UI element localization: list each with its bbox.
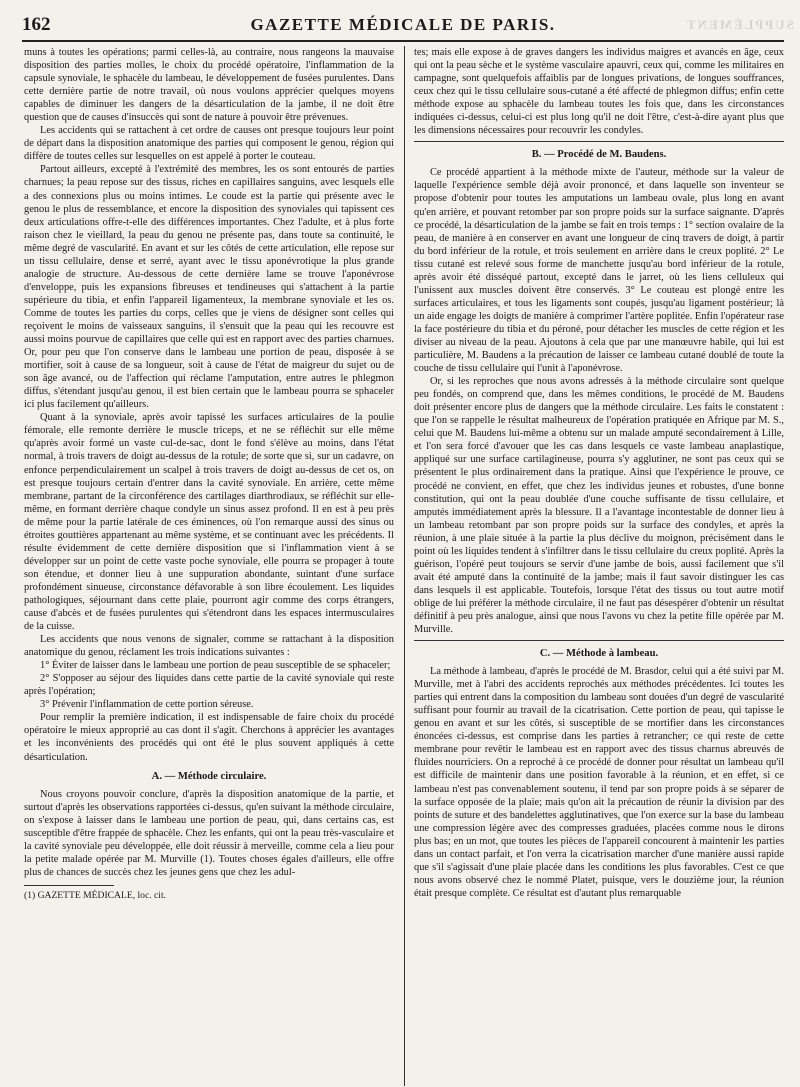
footnote: (1) GAZETTE MÉDICALE, loc. cit. [24, 889, 167, 901]
paragraph: Quant à la synoviale, après avoir tapissé les surfaces articulaires de la poulie fémorale, elle remonte derrière le muscle triceps, et ne se réfléchit sur elle même qu'après avoir formé un vaste cul-de-sac, dont le fond s'élève au moins, dans l'état normal, à trois travers de doigt au-dessus de la rotule; de sorte que si, sur un cadavre, on enfonce perpendiculairement un scalpel à trois travers de doigt au-dessus de cet os, on est presque toujours certain d'entrer dans la cavité synoviale. En arrière, cette même membrane, partant de la circonférence des cartilages diarthrodiaux, se réfléchit sur elle-même, en formant derrière chaque condyle un sinus assez profond. Il en est à peu près de même pour la partie latérale de ces éminences, où l'on remarque aussi des sinus ou étroites gouttières appartenant au même système, et se continuant avec les précédents. Il résulte évidemment de cette dernière disposition que si l'inflammation vient à se développer sur un point de cette vaste poche synoviale, elle pourra se propager à toute son étendue, et donner lieu à une suppuration abondante, suintant d'une surface profondément sinueuse, circonstance défavorable à son libre écoulement. Les liquides pathologiques, séjournant dans cette plaie, pourront agir comme des corps étrangers, cause d'abcès et de fusées purulentes qui s'étendront dans les espaces intermusculaires de la cuisse. [24, 412, 394, 633]
paragraph: Pour remplir la première indication, il est indispensable de faire choix du procédé opératoire le mieux approprié au cas dont il s'agit. Cherchons à apprécier les avantages et les inconvénients des procédés qui ont été le plus souvent appliqués à cette désarticulation. [24, 712, 394, 763]
paragraph: 3° Prévenir l'inflammation de cette portion séreuse. [40, 699, 254, 711]
paragraph: tes; mais elle expose à de graves dangers les individus maigres et avancés en âge, ceux qui ont la peau sèche et le système vasculaire apauvri, ceux qui, comme les militaires en campagne, sont quelquefois affaiblis par de longues privations, de longues souffrances, ceux chez qui le tissu cellulaire sous-cutané a été affecté de phlegmon diffus; enfin cette méthode expose au sphacèle du lambeau toutes les fois que, dans les circonstances indiquées ci-dessus, celui-ci est plus long qu'il ne doit l'être, c'est-à-dire ayant plus que les dimensions nécessaires pour recouvrir les condyles. [414, 47, 784, 137]
section-heading: A. — Méthode circulaire. [151, 770, 267, 782]
paragraph: La méthode à lambeau, d'après le procédé de M. Brasdor, celui qui a été suivi par M. Murville, met à l'abri des accidents reprochés aux méthodes précédentes. Ici toutes les parties qui entrent dans la composition du lambeau sont douées d'un degré de vascularité suffisant pour fournir au travail de la cicatrisation. Cette portion de peau, qui tapisse le genou en avant et sur les côtés, si susceptible de se mortifier dans les circonstances énoncées ci-dessus, est comprise dans les parties à retrancher; ce qui reste de cette membrane pour revêtir le lambeau est en rapport avec des tissus charnus abreuvés de fluides nourriciers. On a reproché à ce procédé de donner pour résultat un lambeau qu'il est difficile de maintenir dans une position favorable à la réunion, et en effet, si ce lambeau n'est pas convenablement soutenu, il tend par son propre poids à se séparer de la surface opposée de la plaie; mais qu'on ait la précaution de réunir la division par des points de suture et des bandelettes agglutinatives, que l'on exerce sur la base du lambeau une compression légère avec des compresses graduées, placées comme nous le dirons plus bas; en un mot, que toutes les pièces de l'appareil concourent à maintenir les parties dans un contact parfait, et l'on verra la cicatrisation marcher d'une manière aussi rapide que s'il s'agissait d'une plaie placée dans les conditions les plus favorables. C'est ce que nous avons observé chez le nommé Platet, puisque, vers le douzième jour, la réunion était presque complète. Ce résultat est d'autant plus remarquable [414, 666, 784, 899]
journal-title: GAZETTE MÉDICALE DE PARIS. [250, 15, 556, 34]
paragraph: Ce procédé appartient à la méthode mixte de l'auteur, méthode sur la valeur de laquelle l'expérience semble déjà avoir prononcé, et dans laquelle son inventeur se propose d'obtenir pour toutes les amputations un lambeau ovale, plus long en avant qu'en arrière, et pouvant retomber par son propre poids sur la surface saignante. D'après ce procédé, la désarticulation de la jambe se fait en trois temps : 1° section ovalaire de la peau, de manière à en conserver en avant une longueur de cinq travers de doigt, à partir du bord inférieur de la rotule, et trois seulement en arrière dans le creux poplité. 2° Le tissu cutané est relevé sous forme de manchette jusqu'au bord inférieur de la rotule, après avoir été disséqué partout, excepté dans le jarret, où les liens celluleux qui l'unissent aux muscles doivent être conservés. 3° Le couteau est plongé entre les surfaces articulaires, et tous les ligaments sont coupés, jusqu'au ligament postérieur; là un aide engage les doigts de manière à comprimer l'artère poplitée. Enfin l'opérateur rase la face postérieure du tibia et du péroné, pour détacher les muscles de cette région et les diviser au niveau de la peau. Ajoutons à cela que par une manœuvre habile, qui lui est particulière, M. Baudens a la précaution de laisser ce lambeau cutané doublé de toute la couche de tissu cellulaire qui l'unit à l'aponévrose. [414, 167, 784, 375]
paragraph: Partout ailleurs, excepté à l'extrémité des membres, les os sont entourés de parties charnues; la peau repose sur des tissus, riches en capillaires sanguins, avec lesquels elle a des connexions plus ou moins intimes. Le coude est la partie qui présente avec le genou le plus de ressemblance, et encore la disposition des synoviales qui tapissent ces deux articulations offre-t-elle des différences importantes. Chez l'adulte, et à plus forte raison chez le vieillard, la peau du genou ne présente pas, dans toute sa continuité, le même degré de vascularité. En avant et sur les côtés de cette articulation, elle repose sur un tissu cellulaire, dense et serré, ayant avec le tissu aponévrotique la plus grande analogie de structure. Au-dessous de cette dernière lame se trouve l'aponévrose d'enveloppe, puis les expansions fibreuses et tendineuses qui s'attachent à la partie supérieure du tibia, et enfin l'appareil ligamenteux, la membrane synoviale et les os. Comme de toutes les parties du corps, celles que je viens de désigner sont celles qui reçoivent le moins de vaisseaux sanguins, il s'ensuit que la peau qui les recouvre est aussi moins pourvue de capillaires que celle qui est en rapport avec des parties charnues. Or, pour peu que l'on conserve dans le lambeau une portion de peau, disposée à se mortifier, soit à cause de sa longueur, soit à cause de l'état de maigreur du sujet ou de son âge avancé, ou de l'affection qui réclame l'amputation, entre autres le phlegmon diffus, s'étendant jusqu'au genou, il est bien certain que le lambeau pourra se sphaceler ici plus facilement qu'ailleurs. [24, 164, 394, 411]
paragraph: Or, si les reproches que nous avons adressés à la méthode circulaire sont quelque peu fondés, on comprend que, dans les mêmes conditions, le procédé de M. Baudens doit présenter encore plus de dangers que la méthode circulaire. Les faits le constatent : que l'on se rappelle le résultat malheureux de l'opération pratiquée en Afrique par M. S., celui que M. Baudens lui-même a obtenu sur un malade amputé secondairement à Lille, et l'on sera forcé d'avouer que les cas dans lesquels ce vaste lambeau anaplastique, appliqué sur une surface cartilagineuse, pourra s'y agglutiner, ne sont pas ceux qui se présentent le plus ordinairement dans la pratique. Ainsi que l'expérience le prouve, ce procédé ne convient, en effet, que chez les individus jeunes et robustes, d'une bonne constitution, qui ont la peau doublée d'une couche suffisante de tissu cellulaire, et amputés immédiatement après la blessure. Il a l'avantage incontestable de donner lieu à un lambeau retombant par son propre poids sur la surface des condyles, et après la réunion, à une plaie située à la partie la plus déclive du moignon, précisément dans le point où les liquides tendent à s'infiltrer dans le tissu cellulaire du creux poplité. Après la guérison, l'opéré peut toujours se servir d'une jambe de bois, aussi facilement que s'il avait été amputé dans la continuité de la jambe; mais il faut savoir distinguer les cas dans lesquels il est applicable. Toutefois, lorsque l'état des tissus ou tout autre motif oblige de lui préférer la méthode circulaire, il ne faut pas désespérer d'obtenir un résultat définitif à peu près analogue, ainsi que nous l'avons vu chez la petite fille opérée par M. Murville. [414, 376, 784, 636]
section-heading: B. — Procédé de M. Baudens. [531, 149, 667, 161]
left-column [24, 46, 394, 902]
text-columns [22, 46, 784, 1078]
paragraph: Les accidents que nous venons de signaler, comme se rattachant à la disposition anatomique du genou, réclament les trois indications suivantes : [24, 634, 394, 659]
section-divider [414, 640, 784, 641]
section-divider [414, 141, 784, 142]
paragraph: Nous croyons pouvoir conclure, d'après la disposition anatomique de la partie, et surtout d'après les observations rapportées ci-dessus, qu'en suivant la méthode circulaire, on s'expose à laisser dans le lambeau une portion de peau, qui, dans certains cas, est susceptible d'être frappée de sphacèle. Chez les enfants, qui ont la peau très-vasculaire et la cavité synoviale peu développée, elle doit réussir à merveille, comme cela a lieu pour la petite malade opérée par M. Murville (1). Toutes choses égales d'ailleurs, elle offre plus de chances de succès chez les jeunes gens que chez les adul- [24, 788, 394, 878]
paragraph: 2° S'opposer au séjour des liquides dans cette partie de la cavité synoviale qui reste après l'opération; [24, 673, 394, 698]
page-number: 162 [22, 14, 51, 35]
bleed-through-text: SUPPLÉMENT [685, 17, 794, 32]
journal-page [22, 14, 794, 1078]
paragraph: 1° Éviter de laisser dans le lambeau une portion de peau susceptible de se sphaceler; [40, 660, 391, 672]
right-column [414, 46, 784, 900]
section-heading: C. — Méthode à lambeau. [539, 648, 659, 660]
footnote-rule [24, 885, 114, 886]
column-rule [404, 46, 405, 1086]
paragraph: Les accidents qui se rattachent à cet ordre de causes ont presque toujours leur point de départ dans la disposition anatomique des parties qui composent le genou, région qui diffère de toutes celles sur lesquelles on est appelé à porter le couteau. [24, 125, 394, 163]
paragraph: muns à toutes les opérations; parmi celles-là, au contraire, nous rangeons la mauvaise disposition des parties molles, le choix du procédé opératoire, l'inflammation de la capsule synoviale, le sphacèle du lambeau, le développement de fusées purulentes. Dans cette dernière partie de notre travail, où nous voulons apprécier quelques moyens capables de diminuer les dangers de la désarticulation de la jambe, il ne doit être question que de causes d'insuccès qui sont de nature à pouvoir être prévenues. [24, 47, 394, 124]
page-header [22, 14, 794, 42]
